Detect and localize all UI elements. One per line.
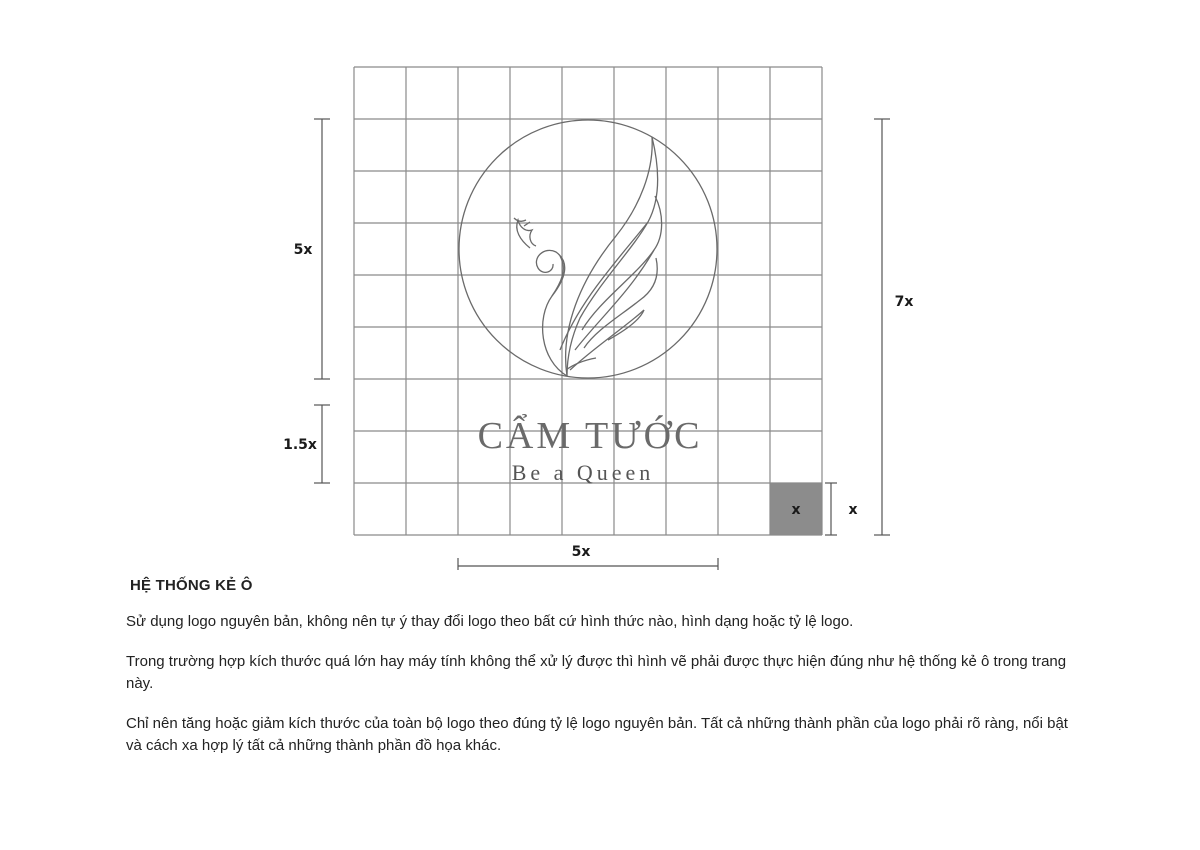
description-section bbox=[126, 575, 1086, 775]
dim-label-total-height: 7x bbox=[894, 294, 914, 310]
section-title: HỆ THỐNG KẺ Ô bbox=[130, 577, 253, 594]
logo-mark bbox=[459, 120, 717, 378]
dim-label-unit: x bbox=[848, 502, 858, 518]
paragraph-scaling: Chỉ nên tăng hoặc giảm kích thước của toàn bộ logo theo đúng tỷ lệ logo nguyên bản. Tất cả những thành phần của logo phải rõ ràng, nổi bật và cách xa hợp lý tất cả những thành phần đồ họa khác. bbox=[126, 715, 1068, 754]
dim-label-text-height: 1.5x bbox=[283, 437, 317, 453]
brand-tagline: Be a Queen bbox=[511, 460, 655, 485]
dim-label-mark-height: 5x bbox=[293, 242, 313, 258]
logo-circle bbox=[459, 120, 717, 378]
paragraph-grid-rule: Trong trường hợp kích thước quá lớn hay máy tính không thể xử lý được thì hình vẽ phải được thực hiện đúng như hệ thống kẻ ô trong trang này. bbox=[126, 653, 1067, 692]
brand-name: CẨM TƯỚC bbox=[477, 415, 703, 457]
paragraph-usage: Sử dụng logo nguyên bản, không nên tự ý thay đổi logo theo bất cứ hình thức nào, hình dạng hoặc tỷ lệ logo. bbox=[126, 613, 854, 630]
dim-label-mark-width: 5x bbox=[571, 544, 591, 560]
unit-cell-label: x bbox=[791, 502, 801, 518]
